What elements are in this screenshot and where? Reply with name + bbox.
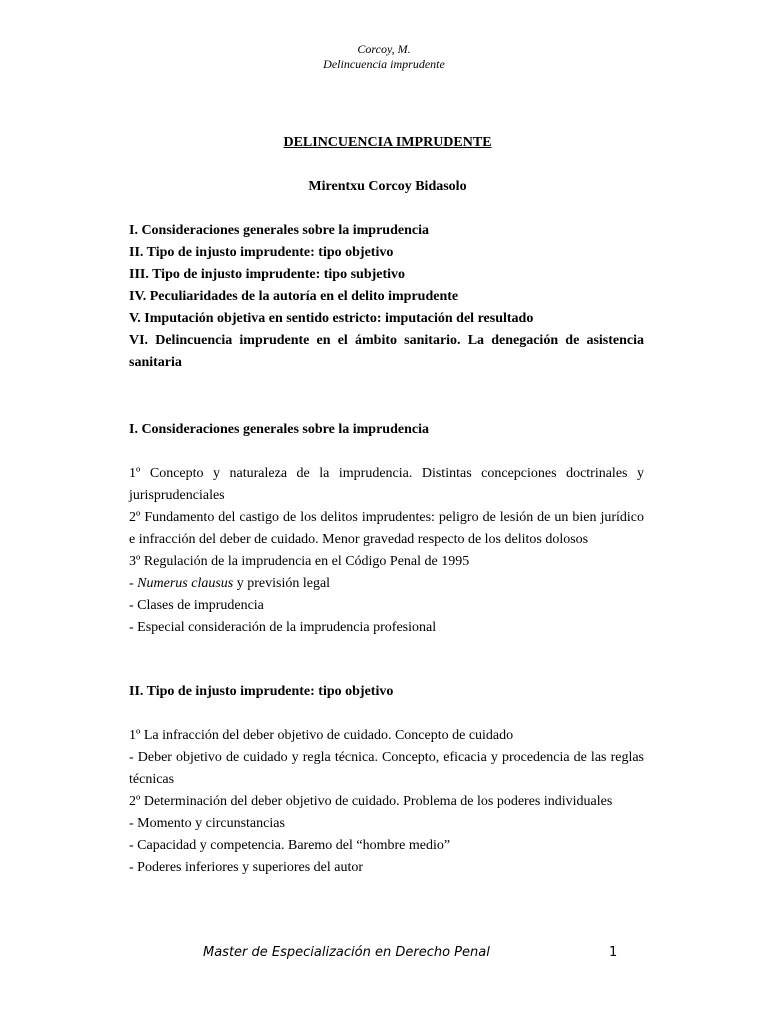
- list-item: 1º Concepto y naturaleza de la imprudencia. Distintas concepciones doctrinales y jurisprudenciales: [129, 466, 644, 503]
- numerus-clausus-italic: Numerus clausus: [137, 576, 234, 591]
- footer-text: Master de Especialización en Derecho Penal: [203, 945, 490, 960]
- toc-item: VI. Delincuencia imprudente en el ámbito sanitario. La denegación de asistencia sanitaria: [129, 333, 644, 370]
- section-1-heading: I. Consideraciones generales sobre la imprudencia: [129, 422, 429, 437]
- list-item: - Deber objetivo de cuidado y regla técnica. Concepto, eficacia y procedencia de las reglas técnicas: [129, 750, 644, 787]
- section-2-body: [129, 725, 644, 879]
- section-2-heading: II. Tipo de injusto imprudente: tipo objetivo: [129, 684, 394, 699]
- toc-item: III. Tipo de injusto imprudente: tipo subjetivo: [129, 267, 406, 282]
- list-item: - Clases de imprudencia: [129, 598, 264, 613]
- document-title: DELINCUENCIA IMPRUDENTE: [283, 135, 492, 150]
- list-item: 1º La infracción del deber objetivo de cuidado. Concepto de cuidado: [129, 728, 514, 743]
- table-of-contents: [129, 220, 644, 374]
- list-item: 2º Fundamento del castigo de los delitos imprudentes: peligro de lesión de un bien jurídico e infracción del deber de cuidado. Menor gravedad respecto de los delitos dolosos: [129, 510, 644, 547]
- section-1-body: [129, 463, 644, 639]
- document-author: Mirentxu Corcoy Bidasolo: [308, 179, 467, 194]
- toc-item: IV. Peculiaridades de la autoría en el delito imprudente: [129, 289, 459, 304]
- list-item: - Especial consideración de la imprudencia profesional: [129, 620, 437, 635]
- page-number: 1: [609, 945, 618, 960]
- toc-item: II. Tipo de injusto imprudente: tipo objetivo: [129, 245, 394, 260]
- header-running-title: Delincuencia imprudente: [323, 57, 445, 71]
- numerus-clausus-rest: y previsión legal: [233, 576, 331, 591]
- list-item: - Capacidad y competencia. Baremo del “hombre medio”: [129, 838, 451, 853]
- list-item: 2º Determinación del deber objetivo de cuidado. Problema de los poderes individuales: [129, 794, 613, 809]
- list-item-numerus-clausus: - Numerus clausus y previsión legal: [129, 576, 331, 591]
- running-header: [0, 42, 768, 72]
- toc-item: V. Imputación objetiva en sentido estricto: imputación del resultado: [129, 311, 534, 326]
- list-item: 3º Regulación de la imprudencia en el Código Penal de 1995: [129, 554, 470, 569]
- list-item: - Momento y circunstancias: [129, 816, 285, 831]
- header-author: Corcoy, M.: [357, 42, 411, 56]
- toc-item: I. Consideraciones generales sobre la imprudencia: [129, 223, 429, 238]
- list-item: - Poderes inferiores y superiores del autor: [129, 860, 364, 875]
